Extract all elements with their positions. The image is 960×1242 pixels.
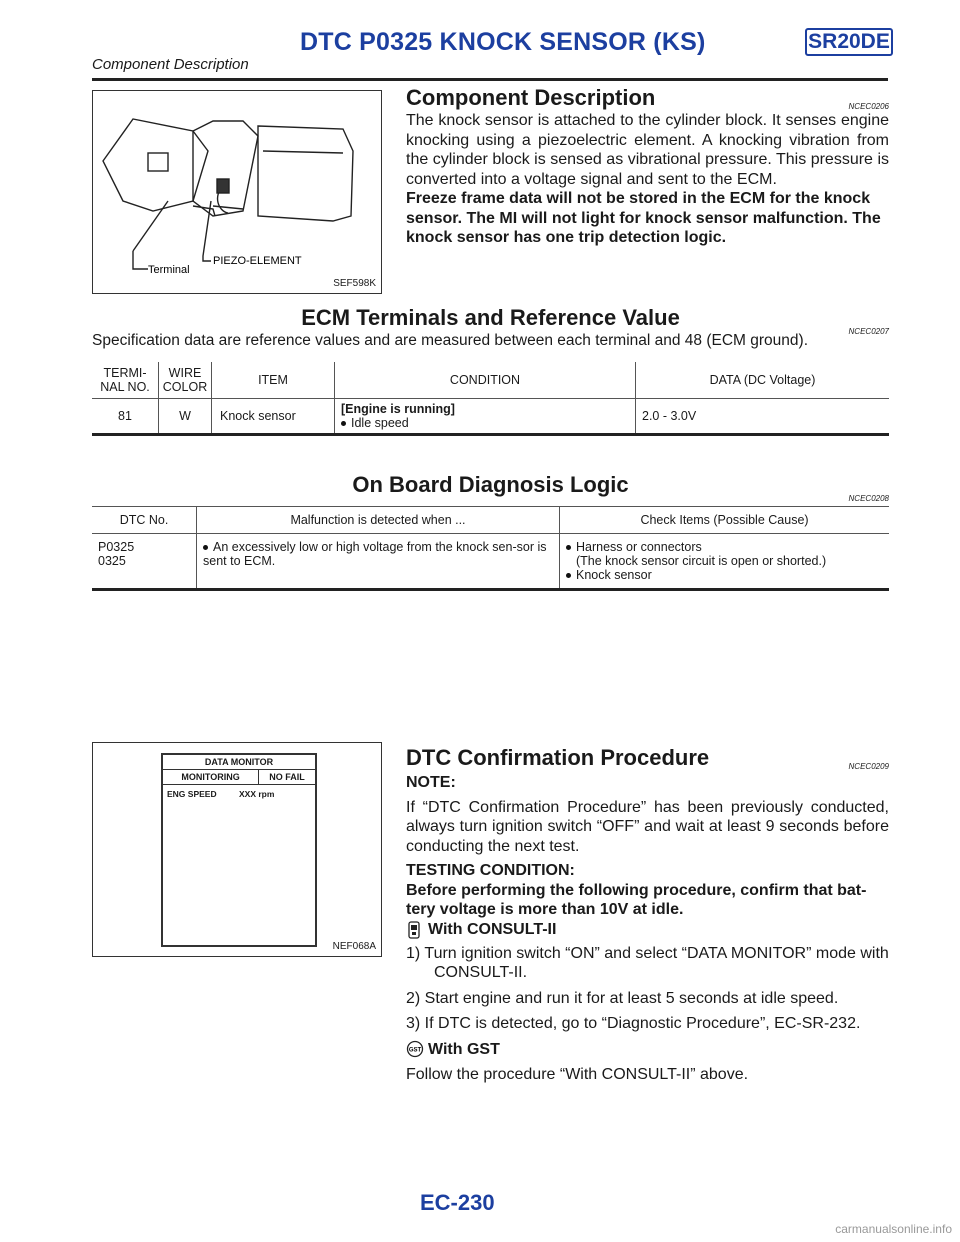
col-data: DATA (DC Voltage) [709,373,816,387]
step-3: 3) If DTC is detected, go to “Diagnostic Procedure”, EC-SR-232. [406,1015,861,1032]
watermark: carmanualsonline.info [835,1222,952,1236]
obd-code: NCEC0208 [848,494,889,503]
monitor-status-row [163,770,315,785]
gst-label: With GST [428,1040,500,1058]
bullet-icon [341,421,346,426]
component-text: The knock sensor is attached to the cylinder block. It senses engine knocking using a piezoelectric element. A knocking vibration from the cylinder block is sensed as vibrational pressure. This pressure is converted into a voltage signal and sent to the ECM. [406,112,889,188]
dtc-section [406,745,889,1085]
page-number: EC-230 [420,1190,495,1215]
cell-condition [335,399,636,435]
page-title: DTC P0325 KNOCK SENSOR (KS) [300,28,706,56]
table-row [92,399,889,435]
condition-label: TESTING CONDITION: [406,862,575,879]
step-2: 2) Start engine and run it for at least 5 seconds at idle speed. [406,989,839,1007]
dtc-code-short: 0325 [98,554,126,568]
condition-text: Before performing the following procedure, confirm that bat-tery voltage is more than 10V at idle. [406,881,867,918]
note-label: NOTE: [406,774,456,791]
figure-id: SEF598K [333,278,376,289]
header-rule [92,78,888,81]
ecm-table [92,362,889,436]
col-malfunction: Malfunction is detected when ... [197,507,560,534]
label-terminal: Terminal [148,264,190,276]
col-condition: CONDITION [335,362,636,399]
component-section [406,85,889,248]
monitoring-label: MONITORING [163,770,259,784]
step-1: 1) Turn ignition switch “ON” and select “DATA MONITOR” mode with CONSULT-II. [406,944,889,981]
knock-sensor-figure [92,90,382,294]
page-subtitle: Component Description [92,56,249,73]
monitor-param-row [163,785,315,803]
component-heading: Component Description [406,85,656,110]
condition-item: Idle speed [341,416,634,430]
monitor-title: DATA MONITOR [163,755,315,770]
col-terminal: TERMI-NAL NO. [92,362,159,399]
col-check: Check Items (Possible Cause) [640,513,809,527]
ecm-intro: Specification data are reference values and are measured between each terminal and 48 (ECM ground). [92,332,808,349]
nofail-label: NO FAIL [269,772,305,782]
ecm-heading: ECM Terminals and Reference Value [301,305,680,330]
cell-malfunction: An excessively low or high voltage from the knock sen-sor is sent to ECM. [197,534,560,590]
bullet-icon [203,545,208,550]
obd-table [92,506,889,591]
cell-dtc [92,534,197,590]
check-note: (The knock sensor circuit is open or shorted.) [576,554,827,568]
obd-heading: On Board Diagnosis Logic [352,472,629,497]
param-value: XXX rpm [239,789,275,799]
svg-text:GST: GST [408,1047,422,1054]
knock-sensor-illustration [93,91,381,293]
label-piezo: PIEZO-ELEMENT [213,255,302,267]
gst-icon [406,1040,424,1058]
ecm-code: NCEC0207 [848,327,889,336]
consult-label-row [406,920,889,940]
table-header-row [92,507,889,534]
cell-check: Harness or connectors (The knock sensor circuit is open or shorted.) Knock sensor [560,534,890,590]
component-code: NCEC0206 [848,102,889,111]
data-monitor-figure [92,742,382,957]
obd-section [92,472,889,503]
gst-label-row [406,1040,889,1060]
dtc-code: P0325 [98,540,135,554]
dtc-heading: DTC Confirmation Procedure [406,745,710,770]
table-header-row [92,362,889,399]
cell-item: Knock sensor [212,399,335,435]
cell-data: 2.0 - 3.0V [642,409,697,423]
consult-icon [406,920,422,940]
bullet-icon [566,573,571,578]
col-dtc: DTC No. [92,507,197,534]
engine-badge: SR20DE [805,28,893,56]
component-bold-text: Freeze frame data will not be stored in the ECM for the knock sensor. The MI will not light for knock sensor malfunction. The knock sensor has one trip detection logic. [406,190,881,246]
ecm-section [92,305,889,351]
col-item: ITEM [212,362,335,399]
table-row [92,534,889,590]
col-wire: WIRE COLOR [159,362,212,399]
monitor-screen [161,753,317,947]
consult-label: With CONSULT-II [428,920,557,938]
bullet-icon [566,545,571,550]
cell-wire: W [159,399,212,435]
gst-text: Follow the procedure “With CONSULT-II” above. [406,1066,749,1083]
figure-id: NEF068A [332,941,376,952]
dtc-code: NCEC0209 [848,762,889,771]
param-name: ENG SPEED [167,789,217,799]
note-text: If “DTC Confirmation Procedure” has been previously conducted, always turn ignition switch “OFF” and wait at least 9 seconds before conducting the next test. [406,798,889,855]
condition-label: [Engine is running] [341,402,455,416]
cell-terminal: 81 [92,399,159,435]
